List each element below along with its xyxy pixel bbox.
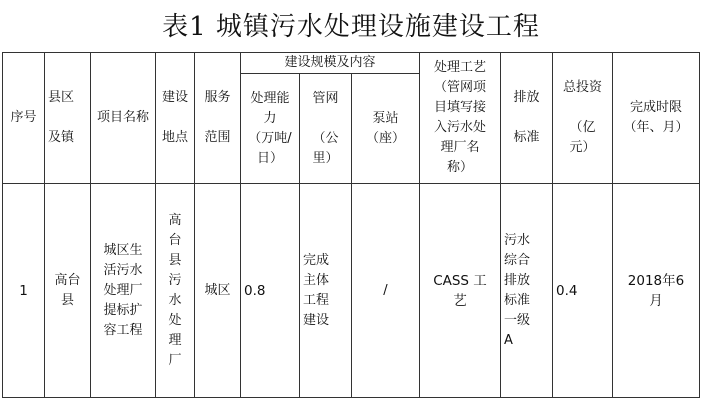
cell-service-area: 城区	[195, 184, 241, 398]
cell-investment: 0.4	[553, 184, 613, 398]
table-row	[3, 184, 700, 398]
cell-process: CASS 工 艺	[420, 184, 501, 398]
header-pump: 泵站 （座）	[352, 74, 420, 184]
header-project-name: 项目名称	[91, 53, 156, 184]
header-seq: 序号	[3, 53, 45, 184]
page-title: 表1 城镇污水处理设施建设工程	[162, 12, 540, 42]
cell-project-name: 城区生 活污水 处理厂 提标扩 容工程	[91, 184, 156, 398]
header-investment: 总投资 （亿 元）	[553, 53, 613, 184]
header-capacity: 处理能 力 （万吨/ 日）	[241, 74, 300, 184]
cell-pipe: 完成 主体 工程 建设	[300, 184, 352, 398]
project-table	[2, 52, 700, 398]
header-standard: 排放 标准	[501, 53, 553, 184]
cell-seq: 1	[3, 184, 45, 398]
header-county: 县区 及镇	[45, 53, 91, 184]
header-deadline: 完成时限 （年、月）	[613, 53, 700, 184]
cell-standard: 污水 综合 排放 标准 一级 A	[501, 184, 553, 398]
header-process: 处理工艺 （管网项 目填写接 入污水处 理厂名 称）	[420, 53, 501, 184]
header-location: 建设 地点	[156, 53, 195, 184]
header-scale-group: 建设规模及内容	[241, 53, 420, 74]
header-service-area: 服务 范围	[195, 53, 241, 184]
cell-pump: /	[352, 184, 420, 398]
cell-county: 高台 县	[45, 184, 91, 398]
header-pipe: 管网 （公 里）	[300, 74, 352, 184]
cell-capacity: 0.8	[241, 184, 300, 398]
cell-location: 高 台 县 污 水 处 理 厂	[156, 184, 195, 398]
cell-deadline: 2018年6 月	[613, 184, 700, 398]
